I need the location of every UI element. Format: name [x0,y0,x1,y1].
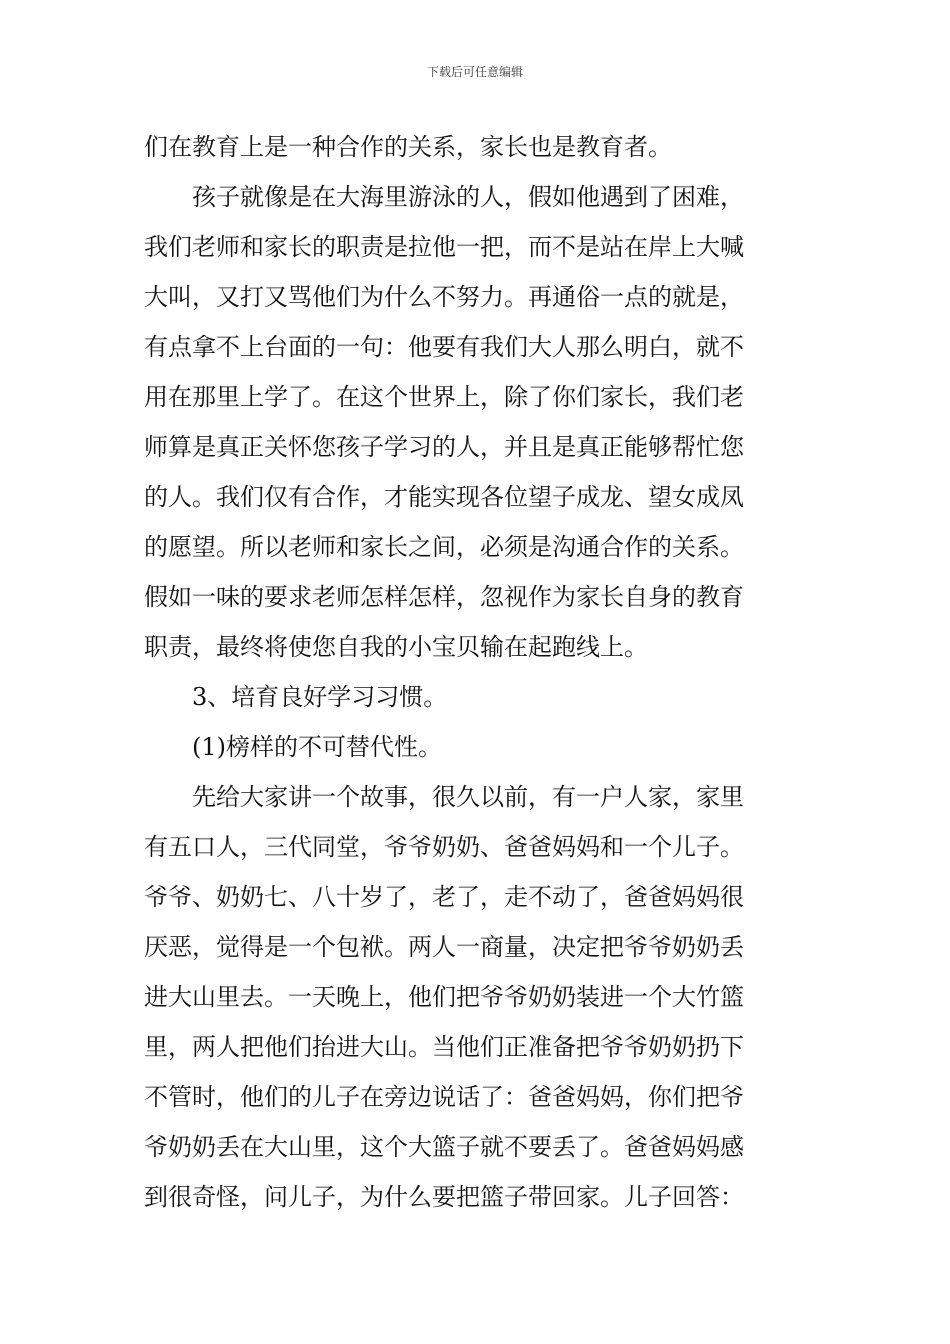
text-line: 职责，最终将使您自我的小宝贝输在起跑线上。 [144,633,648,661]
text-line: 的人。我们仅有合作，才能实现各位望子成龙、望女成凤 [144,483,744,511]
subsection-heading: (1)榜样的不可替代性。 [192,733,442,761]
text-line: 厌恶，觉得是一个包袱。两人一商量，决定把爷爷奶奶丢 [144,933,744,961]
text-line: 进大山里去。一天晚上，他们把爷爷奶奶装进一个大竹篮 [144,983,744,1011]
page-header: 下载后可任意编辑 [426,65,523,79]
section-heading: 3、培育良好学习习惯。 [192,683,448,711]
text-line: 里，两人把他们抬进大山。当他们正准备把爷爷奶奶扔下 [144,1033,744,1061]
text-line: 不管时，他们的儿子在旁边说话了：爸爸妈妈，你们把爷 [144,1083,744,1111]
text-line: 们在教育上是一种合作的关系，家长也是教育者。 [144,133,672,161]
text-line: 到很奇怪，问儿子，为什么要把篮子带回家。儿子回答： [144,1183,744,1211]
text-line: 有点拿不上台面的一句：他要有我们大人那么明白，就不 [144,333,744,361]
text-line: 用在那里上学了。在这个世界上，除了你们家长，我们老 [144,383,744,411]
text-line: 师算是真正关怀您孩子学习的人，并且是真正能够帮忙您 [144,433,744,461]
paragraph-start-line: 孩子就像是在大海里游泳的人，假如他遇到了困难， [192,183,744,211]
text-line: 假如一味的要求老师怎样怎样，忽视作为家长自身的教育 [144,583,744,611]
paragraph-start-line: 先给大家讲一个故事，很久以前，有一户人家，家里 [192,783,744,811]
text-line: 爷奶奶丢在大山里，这个大篮子就不要丢了。爸爸妈妈感 [144,1133,744,1161]
text-line: 爷爷、奶奶七、八十岁了，老了，走不动了，爸爸妈妈很 [144,883,744,911]
text-line: 我们老师和家长的职责是拉他一把，而不是站在岸上大喊 [144,233,744,261]
text-line: 大叫，又打又骂他们为什么不努力。再通俗一点的就是， [144,283,744,311]
text-line: 有五口人，三代同堂，爷爷奶奶、爸爸妈妈和一个儿子。 [144,833,744,861]
document-body [144,122,808,1222]
text-line: 的愿望。所以老师和家长之间，必须是沟通合作的关系。 [144,533,744,561]
